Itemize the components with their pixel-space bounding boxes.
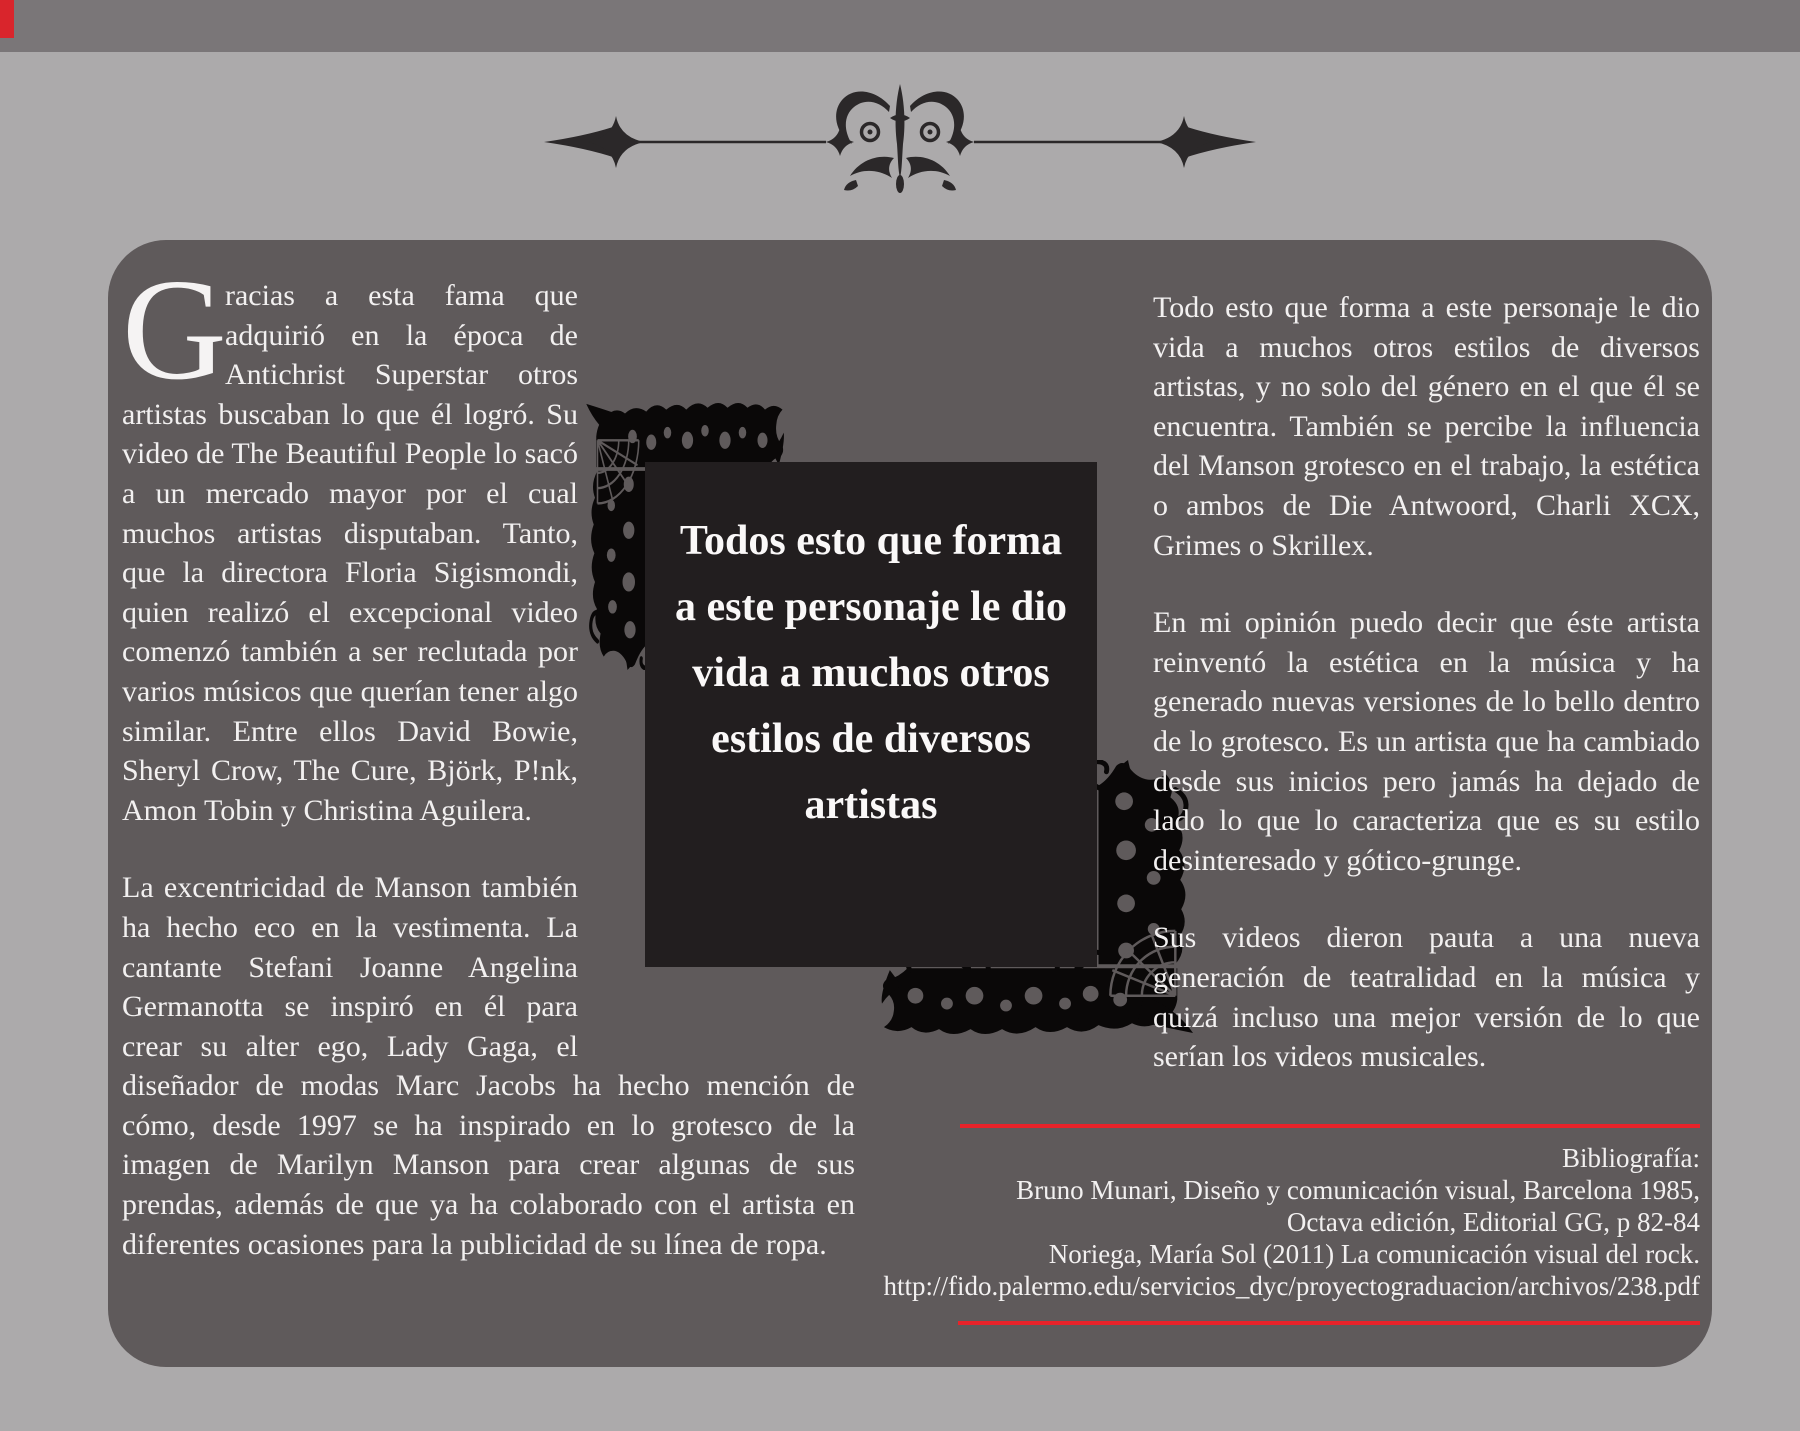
bibliography-line: http://fido.palermo.edu/servicios_dyc/proyectograduacion/archivos/238.pdf bbox=[883, 1271, 1700, 1301]
bibliography-rule-bottom bbox=[958, 1321, 1700, 1325]
bibliography-title: Bibliografía: bbox=[1562, 1143, 1700, 1173]
bibliography-line: Octava edición, Editorial GG, p 82-84 bbox=[1286, 1207, 1700, 1237]
paragraph-text: Sus videos dieron pauta a una nueva generación de teatralidad en la música y quizá incluso una mejor versión de lo que serían los videos musicales. bbox=[1153, 921, 1700, 1074]
bibliography-rule-top bbox=[960, 1124, 1700, 1128]
bibliography-line: Bruno Munari, Diseño y comunicación visual, Barcelona 1985, bbox=[1016, 1175, 1700, 1205]
left-column bbox=[122, 250, 855, 1264]
paragraph-text: En mi opinión puedo decir que éste artista reinventó la estética en la música y ha generado nuevas versiones de lo bello dentro de lo grotesco. Es un artista que ha cambiado desde sus inicios pero jamás ha dejado de lado lo que lo caracteriza que es su estilo desinteresado y gótico-grunge. bbox=[1153, 606, 1700, 877]
quote-wrap-spacer bbox=[945, 364, 1153, 1094]
ornamental-divider-icon bbox=[540, 76, 1260, 208]
paragraph-text: racias a esta fama que adquirió en la época de Antichrist Superstar otros artistas buscaban lo que él logró. Su video de The Beautiful People lo sacó a un mercado mayor por el cual muchos artistas disputaban. Tanto, que la directora Floria Sigismondi, quien realizó el excepcional video comenzó también a ser reclutada por varios músicos que querían tener algo similar. Entre ellos David Bowie, Sheryl Crow, The Cure, Björk, P!nk, Amon Tobin y Christina Aguilera. bbox=[122, 279, 578, 827]
quote-wrap-spacer bbox=[578, 352, 855, 1040]
bibliography bbox=[700, 1142, 1700, 1302]
pull-quote-text-content: Todos esto que forma a este personaje le dio vida a muchos otros estilos de diversos artistas bbox=[675, 518, 1067, 828]
red-corner-mark bbox=[0, 0, 14, 38]
right-column bbox=[945, 288, 1700, 1094]
paragraph-text: La excentricidad de Manson también ha hecho eco en la vestimenta. La cantante Stefani Joanne Angelina Germanotta se inspiró en él para crear su alter ego, Lady Gaga, el diseñador de modas Marc Jacobs ha hecho mención de cómo, desde 1997 se ha inspirado en lo grotesco de la imagen de Marilyn Manson para crear algunas de sus prendas, además de que ya ha colaborado con el artista en diferentes ocasiones para la publicidad de su línea de ropa. bbox=[122, 871, 855, 1261]
paragraph-text: Todo esto que forma a este personaje le dio vida a muchos otros estilos de diversos artistas, y no solo del género en el que él se encuentra. También se percibe la influencia del Manson grotesco en el trabajo, la estética o ambos de Die Antwoord, Charli XCX, Grimes o Skrillex. bbox=[1153, 291, 1700, 562]
drop-cap: G bbox=[122, 250, 227, 410]
bibliography-line: Noriega, María Sol (2011) La comunicación visual del rock. bbox=[1048, 1239, 1700, 1269]
top-band bbox=[0, 0, 1800, 52]
